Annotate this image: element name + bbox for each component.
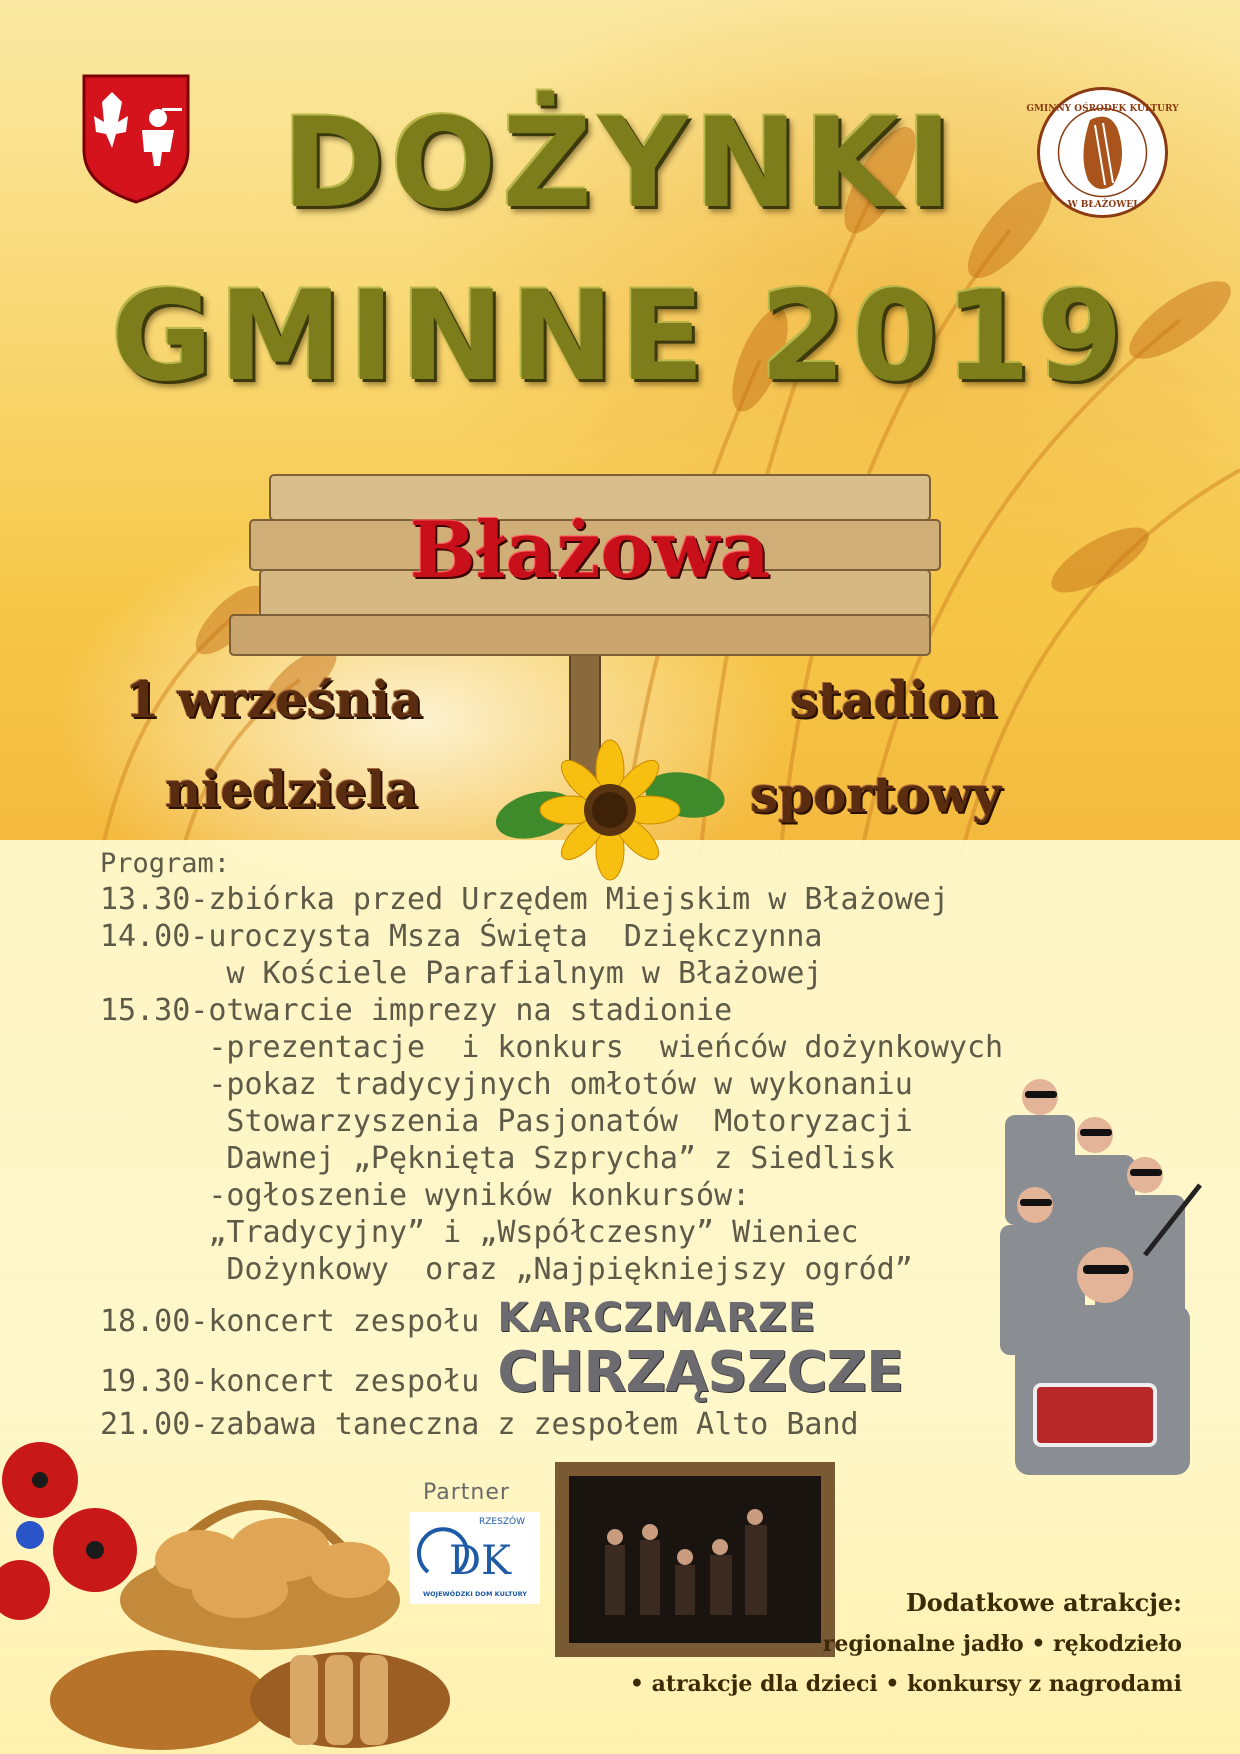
program-concert-1 bbox=[100, 1295, 1140, 1341]
event-venue-line-1: stadion bbox=[790, 670, 998, 729]
event-day: niedziela bbox=[165, 760, 418, 819]
concert-1-time: 18.00-koncert zespołu bbox=[100, 1304, 498, 1339]
title-line-1: DOŻYNKI bbox=[281, 92, 959, 236]
program-line: -ogłoszenie wyników konkursów: bbox=[100, 1178, 751, 1213]
wdk-logo-city: RZESZÓW bbox=[479, 1517, 525, 1527]
program-line: Dawnej „Pęknięta Szprycha” z Siedlisk bbox=[100, 1141, 895, 1176]
concert-2-time: 19.30-koncert zespołu bbox=[100, 1364, 498, 1399]
band-name-chrzaszcze: CHRZĄSZCZE bbox=[497, 1340, 904, 1405]
event-date: 1 września bbox=[125, 670, 423, 729]
program-line: -prezentacje i konkurs wieńców dożynkowych bbox=[100, 1030, 1004, 1065]
program-line: Dożynkowy oraz „Najpiękniejszy ogród” bbox=[100, 1252, 913, 1287]
band-karczmarze-photo bbox=[995, 1075, 1200, 1495]
program-title: Program: bbox=[100, 848, 231, 879]
extra-attractions bbox=[630, 1588, 1182, 1711]
extras-title: Dodatkowe atrakcje: bbox=[905, 1588, 1182, 1617]
program-line: Stowarzyszenia Pasjonatów Motoryzacji bbox=[100, 1104, 913, 1139]
program-concert-2 bbox=[100, 1340, 1140, 1405]
bread-basket-and-poppies bbox=[0, 1440, 490, 1754]
program-line: -pokaz tradycyjnych omłotów w wykonaniu bbox=[100, 1067, 913, 1102]
program-line: 15.30-otwarcie imprezy na stadionie bbox=[100, 993, 733, 1028]
wdk-logo-letters: DK bbox=[449, 1538, 511, 1584]
gok-logo-bottom-text: W BŁAŻOWEJ bbox=[1067, 200, 1138, 210]
program-line: 14.00-uroczysta Msza Święta Dziękczynna bbox=[100, 919, 823, 954]
extras-line-1: regionalne jadło • rękodzieło bbox=[822, 1631, 1182, 1657]
extras-line-2: • atrakcje dla dzieci • konkursy z nagrodami bbox=[629, 1671, 1182, 1697]
band-name-karczmarze: KARCZMARZE bbox=[497, 1295, 817, 1341]
gok-logo-top-text: GMINNY OŚRODEK KULTURY bbox=[1026, 104, 1179, 114]
program-line: „Tradycyjny” i „Współczesny” Wieniec bbox=[100, 1215, 859, 1250]
program-section bbox=[100, 848, 1140, 1443]
sign-place-name: Błażowa bbox=[409, 505, 771, 596]
title-line-2: GMINNE 2019 bbox=[111, 265, 1129, 409]
wdk-logo-name: WOJEWÓDZKI DOM KULTURY bbox=[422, 1590, 528, 1598]
event-venue-line-2: sportowy bbox=[750, 765, 1002, 824]
program-final-line: 21.00-zabawa taneczna z zespołem Alto Band bbox=[100, 1407, 859, 1442]
partner-label: Partner bbox=[423, 1480, 510, 1505]
program-line: 13.30-zbiórka przed Urzędem Miejskim w Błażowej bbox=[100, 882, 949, 917]
program-line: w Kościele Parafialnym w Błażowej bbox=[100, 956, 823, 991]
